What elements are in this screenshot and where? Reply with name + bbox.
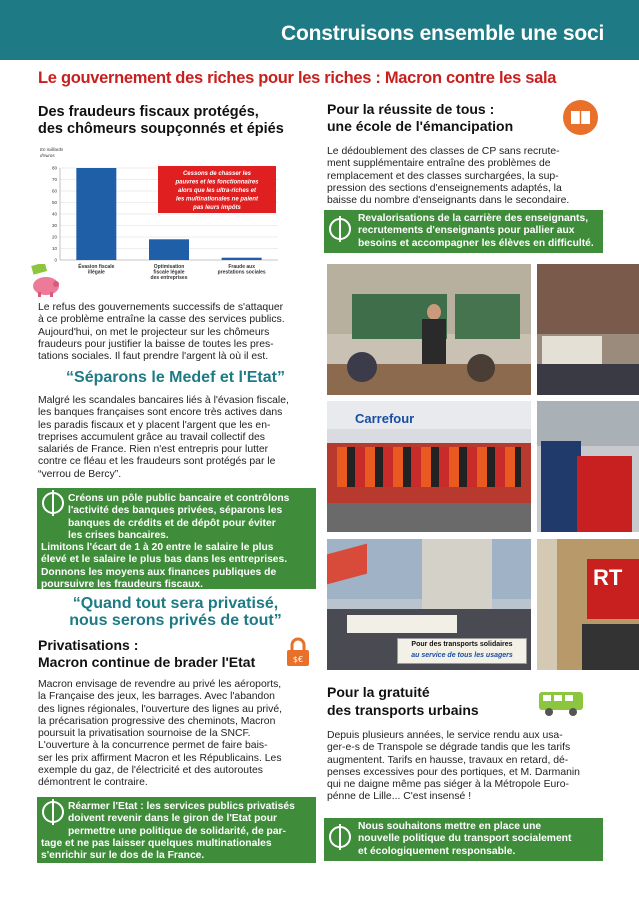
line: banques de crédits et de dépôt pour éviter	[68, 517, 276, 529]
proposal-text	[41, 542, 313, 591]
line: Réarmer l'Etat : les services publics privatisés	[68, 801, 295, 812]
chart-category-label: Fraude aux	[228, 264, 256, 270]
title-line: Macron continue de brader l'Etat	[38, 654, 256, 670]
bus-icon	[537, 688, 587, 718]
line: L'ouverture à la concurrence permet de faire bais-	[38, 740, 268, 752]
padlock-icon	[284, 636, 312, 668]
line: remplacement et des classes surchargées, la sup-	[327, 170, 559, 182]
chart-annotation-line: Cessons de chasser les	[182, 171, 252, 177]
chart-tick-label: 10	[51, 246, 57, 251]
banner-title: Construisons ensemble une soci	[281, 22, 605, 45]
photo-chalkboard	[455, 294, 520, 339]
chart-tick-label: 20	[51, 234, 57, 240]
chart-annotation-line: alors que les ultra-riches et	[177, 188, 257, 194]
chart-annotation-line: pas leurs impôts	[193, 205, 241, 211]
line: l'activité des banques privées, séparons les	[68, 505, 283, 517]
line: penses excessives pour des portiques, et M. Darmanin	[327, 766, 580, 778]
line: nouvelle politique du transport socialement	[358, 833, 572, 845]
chart-tick-label: 50	[51, 200, 57, 205]
line: recrutements d'enseignants pour pallier aux	[358, 225, 575, 237]
proposal-banks	[37, 488, 316, 589]
line: pénne de Lille... C'est insensé !	[327, 791, 472, 803]
chart-category-label: des entreprises	[150, 275, 188, 281]
line: Macron envisage de revendre au privé les aéroports,	[38, 679, 282, 690]
line: Le dédoublement des classes de CP sans recrute-	[327, 146, 560, 157]
line: ger-e-s de Transpole se dégrade tandis que les tarifs	[327, 742, 571, 754]
line: “Quand tout sera privatisé,	[72, 595, 279, 612]
chart-annotation-line: pauvres et les fonctionnaires	[175, 179, 259, 186]
proposal-text	[358, 213, 600, 250]
photo-sky	[537, 401, 639, 446]
phi-logo-icon	[329, 218, 351, 240]
line: démontrent le contraire.	[38, 777, 148, 789]
proposal-teachers	[324, 210, 603, 253]
quote-medef: “Séparons le Medef et l'Etat”	[66, 369, 285, 386]
paragraph-privatisations	[38, 679, 313, 790]
paragraph-banks	[38, 395, 313, 481]
line: tations sociales. Il faut prendre l'argent là où il est.	[38, 351, 269, 363]
photo-protest-street	[537, 264, 639, 395]
phi-logo-icon	[42, 801, 64, 823]
title-line: des chômeurs soupçonnés et épiés	[38, 121, 284, 137]
chart-ylabel: d'euros	[40, 153, 55, 158]
title-line: des transports urbains	[327, 702, 479, 718]
line: contre ce fléau et les fraudeurs sont protégés par le	[38, 456, 276, 468]
line: “verrou de Bercy”.	[38, 468, 122, 480]
photo-buildings	[537, 264, 639, 334]
chart-tick-label: 70	[51, 177, 57, 182]
title-line: Des fraudeurs fiscaux protégés,	[38, 104, 259, 120]
proposal-text	[68, 493, 313, 542]
proposal-text	[68, 801, 313, 838]
proposal-text	[358, 821, 600, 858]
chart-bar	[76, 168, 116, 260]
line: Le refus des gouvernements successifs de s'attaquer	[38, 302, 284, 313]
photo-person	[427, 304, 441, 320]
paragraph-school	[327, 146, 601, 207]
section-title-fraud	[38, 104, 284, 138]
line: les banques françaises sont encore très actives dans	[38, 407, 283, 419]
banner-line: au service de tous les usagers	[411, 652, 513, 659]
svg-text:$€: $€	[292, 655, 304, 664]
chart-tick-label: 60	[51, 188, 57, 194]
paragraph-fraud	[38, 302, 313, 363]
banner-line: Pour des transports solidaires	[411, 641, 513, 648]
title-line: une école de l'émancipation	[327, 118, 514, 134]
chart-tick-label: 30	[51, 223, 57, 228]
chart-category-label: prestations sociales	[217, 269, 266, 276]
line: élevé et le salaire le plus bas dans les entreprises.	[41, 554, 288, 566]
line: poursuivre les fraudeurs fiscaux.	[41, 578, 203, 590]
photo-vests	[337, 447, 521, 487]
fraud-chart	[38, 146, 288, 286]
line: ser les prix affirment Macron et les Républicains. Les	[38, 752, 282, 764]
chart-bar	[149, 239, 189, 260]
line: qui ne daigne même pas siéger à la Métropole Euro-	[327, 779, 570, 791]
photo-banner	[542, 336, 602, 366]
book-icon	[563, 100, 598, 135]
chart-category-label: fiscale légale	[153, 269, 185, 276]
line: poursuit la privatisation sournoise de la SNCF.	[38, 728, 251, 740]
line: pression des sections d'enseignements adaptés, la	[327, 182, 562, 194]
chart-category-label: Évasion fiscale	[78, 264, 115, 270]
photo-store-sign: Carrefour	[355, 411, 415, 426]
line: Donnons les moyens aux finances publiques de	[41, 566, 277, 578]
photo-classroom	[327, 264, 531, 395]
title-line: Pour la gratuité	[327, 684, 430, 700]
line: les paradis fiscaux et y placent l'argent que les en-	[38, 419, 271, 431]
photo-cgt-protesters	[537, 401, 639, 532]
line: baisse du nombre d'enseignants dans le secondaire.	[327, 195, 570, 207]
line: ment supplémentaire entraîne des problèmes de	[327, 158, 551, 170]
paragraph-transport	[327, 730, 601, 804]
line: à ce problème entraîne la casse des services publics.	[38, 314, 285, 326]
line: Malgré les scandales bancaires liés à l'évasion fiscale,	[38, 395, 289, 406]
chart-category-label: Optimisation	[153, 264, 185, 270]
chart-ylabel: En milliards	[40, 147, 64, 152]
line: doivent revenir dans le giron de l'Etat pour	[68, 813, 277, 825]
photo-transport-rally	[327, 539, 531, 670]
section-title-privatisations	[38, 637, 255, 671]
line: nous serons privés de tout”	[69, 612, 282, 629]
quote-privatise	[38, 595, 313, 629]
photo-rti-sign	[537, 539, 639, 670]
line: besoins et accompagner les élèves en difficulté.	[358, 237, 594, 249]
line: et écologiquement responsable.	[358, 845, 516, 857]
photo-person	[541, 441, 581, 532]
chart-category-label: illégale	[87, 269, 105, 276]
chart-tick-label: 40	[51, 211, 57, 217]
phi-logo-icon	[329, 826, 351, 848]
photo-building	[422, 539, 492, 609]
chart-bar	[222, 258, 262, 260]
line: la Française des jeux, les barrages. Avec l'abandon	[38, 691, 275, 703]
photo-crowd	[537, 364, 639, 395]
section-title-school	[327, 101, 513, 135]
line: treprises accumulent grâce au travail collectif des	[38, 431, 265, 443]
line: des lignes régionales, l'ouverture des lignes au privé,	[38, 703, 282, 715]
line: fraudeurs pour justifier la baisse de toutes les pres-	[38, 338, 274, 350]
section-title-transport	[327, 683, 479, 719]
title-line: Privatisations :	[38, 637, 139, 653]
line: Depuis plusieurs années, le service rendu aux usa-	[327, 730, 563, 741]
photo-person	[577, 456, 632, 532]
line: les crises bancaires.	[68, 529, 169, 541]
line: tage et ne pas laisser quelques multinationales	[41, 838, 272, 849]
photo-student	[467, 354, 495, 382]
line: Limitons l'écart de 1 à 20 entre le salaire le plus	[41, 542, 274, 553]
proposal-transport	[324, 818, 603, 861]
title-line: Pour la réussite de tous :	[327, 101, 495, 117]
line: augmentent. Tarifs en hausse, travaux en retard, dé-	[327, 754, 569, 766]
phi-logo-icon	[42, 492, 64, 514]
headline: Le gouvernement des riches pour les riches : Macron contre les sala	[38, 69, 557, 87]
photo-carrefour-strike	[327, 401, 531, 532]
photo-student	[347, 352, 377, 382]
line: Revalorisations de la carrière des enseignants,	[358, 213, 589, 224]
proposal-text	[41, 838, 313, 863]
line: exemple du gaz, de l'électricité et des autoroutes	[38, 765, 263, 777]
banner	[0, 0, 639, 60]
line: Créons un pôle public bancaire et contrôlons	[68, 493, 290, 504]
piggy-bank-icon	[28, 264, 62, 298]
line: permettre une politique de solidarité, de par-	[68, 825, 286, 837]
proposal-state	[37, 797, 316, 863]
photo-transport-banner	[397, 638, 527, 664]
line: la précarisation progressive des cheminots, Macron	[38, 715, 276, 727]
line: salariés de France. Rien n'est entrepris pour lutter	[38, 444, 269, 456]
photo-banner	[347, 615, 457, 633]
line: Aujourd'hui, on met le projecteur sur les chômeurs	[38, 326, 270, 338]
photo-ground	[327, 503, 531, 532]
chart-tick-label: 80	[51, 165, 57, 171]
photo-person	[582, 624, 639, 670]
chart-tick-label: 0	[54, 257, 57, 263]
chart-annotation-line: les multinationales ne paient	[175, 196, 259, 203]
photo-rti-logo: RT	[587, 559, 639, 619]
line: Nous souhaitons mettre en place une	[358, 821, 542, 832]
line: s'enrichir sur le dos de la France.	[41, 850, 205, 862]
